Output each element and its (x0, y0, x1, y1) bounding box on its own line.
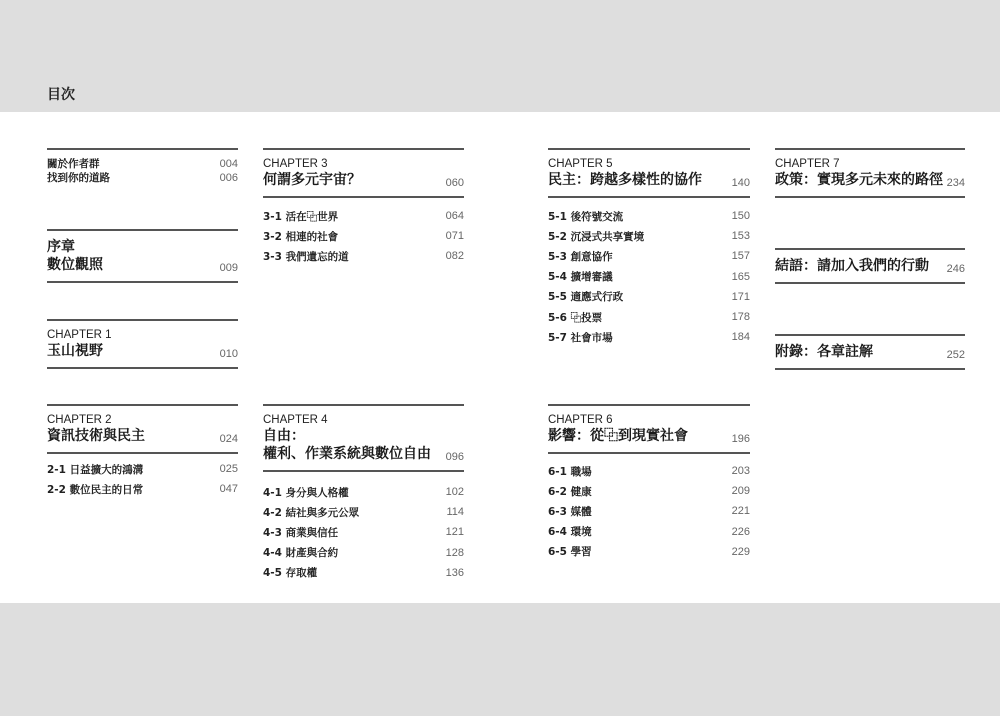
section-entry[interactable]: 3-2 相連的社會 071 (263, 230, 464, 243)
divider (548, 196, 750, 198)
page-number: 060 (445, 177, 464, 189)
chapter-1[interactable] (47, 319, 238, 369)
chapter-title: 玉山視野 (47, 343, 103, 359)
page-number: 096 (445, 451, 464, 463)
section-entry[interactable]: 3-3 我們遺忘的道 082 (263, 250, 464, 263)
page-number: 006 (219, 172, 238, 184)
prologue-label: 序章 (47, 239, 75, 255)
section-entry[interactable]: 5-6 ⿻投票 178 (548, 311, 750, 324)
entry-label: 找到你的道路 (47, 172, 110, 184)
divider (775, 148, 965, 150)
page-number: 252 (946, 349, 965, 361)
entry-label: 關於作者群 (47, 158, 100, 170)
page-number: 234 (946, 177, 965, 189)
divider (47, 229, 238, 231)
page-number: 004 (219, 158, 238, 170)
section-entry[interactable]: 4-4 財產與合約 128 (263, 546, 464, 560)
section-entry[interactable]: 3-1 活在⿻世界 064 (263, 210, 464, 223)
chapter-label: CHAPTER 2 (47, 414, 112, 426)
divider (47, 404, 238, 406)
chapter-title: 權利、作業系統與數位自由 (263, 446, 431, 462)
chapter-label: CHAPTER 4 (263, 414, 328, 426)
section-entry[interactable]: 5-3 創意協作 157 (548, 250, 750, 263)
section-entry[interactable]: 4-2 結社與多元公眾 114 (263, 506, 464, 519)
section-entry[interactable]: 6-5 學習 229 (548, 545, 750, 559)
page-number: 009 (219, 262, 238, 274)
chapter-label: CHAPTER 1 (47, 329, 112, 341)
section-entry[interactable]: 2-1 日益擴大的鴻溝 025 (47, 463, 238, 476)
section-entry[interactable]: 5-1 後符號交流 150 (548, 210, 750, 223)
chapter-label: CHAPTER 3 (263, 158, 328, 170)
chapter-title-line1: 自由： (263, 428, 305, 444)
divider (47, 148, 238, 150)
page-number: 024 (219, 433, 238, 445)
chapter-4[interactable] (263, 404, 464, 583)
section-entry[interactable]: 4-3 商業與信任 121 (263, 526, 464, 539)
front-matter (47, 148, 238, 185)
chapter-label: CHAPTER 7 (775, 158, 840, 170)
chapter-title: 政策：實現多元未來的路徑 (775, 172, 943, 188)
section-entry[interactable]: 6-2 健康 209 (548, 485, 750, 498)
section-entry[interactable]: 6-3 媒體 221 (548, 505, 750, 518)
divider (263, 196, 464, 198)
appendix[interactable] (775, 334, 965, 370)
page-number: 246 (946, 263, 965, 275)
toc-page (0, 112, 1000, 603)
section-entry[interactable]: 5-7 社會市場 184 (548, 331, 750, 344)
section-entry[interactable]: 6-1 職場 203 (548, 465, 750, 478)
toc-entry[interactable] (47, 171, 238, 185)
divider (548, 452, 750, 454)
section-entry[interactable]: 5-5 適應式行政 171 (548, 290, 750, 304)
divider (775, 248, 965, 250)
divider (263, 148, 464, 150)
divider (47, 281, 238, 283)
page-title: 目次 (47, 87, 75, 103)
chapter-title: 影響：從⿻到現實社會 (548, 428, 688, 444)
section-entry[interactable]: 4-5 存取權 136 (263, 566, 464, 580)
divider (775, 368, 965, 370)
divider (775, 282, 965, 284)
divider (548, 404, 750, 406)
conclusion[interactable] (775, 248, 965, 284)
section-entry[interactable]: 5-2 沉浸式共享實境 153 (548, 230, 750, 243)
header-band (0, 0, 1000, 112)
chapter-title: 資訊技術與民主 (47, 428, 145, 444)
chapter-label: CHAPTER 6 (548, 414, 613, 426)
divider (775, 334, 965, 336)
divider (775, 196, 965, 198)
chapter-title: 民主：跨越多樣性的協作 (548, 172, 702, 188)
divider (47, 319, 238, 321)
chapter-7[interactable] (775, 148, 965, 198)
section-entry[interactable]: 6-4 環境 226 (548, 525, 750, 539)
prologue[interactable] (47, 229, 238, 283)
divider (47, 367, 238, 369)
toc-entry[interactable] (47, 157, 238, 171)
divider (548, 148, 750, 150)
section-entry[interactable]: 2-2 數位民主的日常 047 (47, 483, 238, 496)
chapter-5[interactable] (548, 148, 750, 347)
appendix-title: 附錄：各章註解 (775, 344, 873, 360)
prologue-title: 數位觀照 (47, 257, 103, 273)
chapter-title: 何謂多元宇宙？ (263, 172, 361, 188)
chapter-3[interactable] (263, 148, 464, 267)
section-entry[interactable]: 5-4 擴增審議 165 (548, 270, 750, 284)
page-number: 196 (731, 433, 750, 445)
divider (47, 452, 238, 454)
chapter-6[interactable] (548, 404, 750, 562)
divider (263, 404, 464, 406)
chapter-label: CHAPTER 5 (548, 158, 613, 170)
section-entry[interactable]: 4-1 身分與人格權 102 (263, 486, 464, 499)
divider (263, 470, 464, 472)
chapter-2[interactable] (47, 404, 238, 499)
conclusion-title: 結語：請加入我們的行動 (775, 258, 929, 274)
page-number: 010 (219, 348, 238, 360)
page-number: 140 (731, 177, 750, 189)
